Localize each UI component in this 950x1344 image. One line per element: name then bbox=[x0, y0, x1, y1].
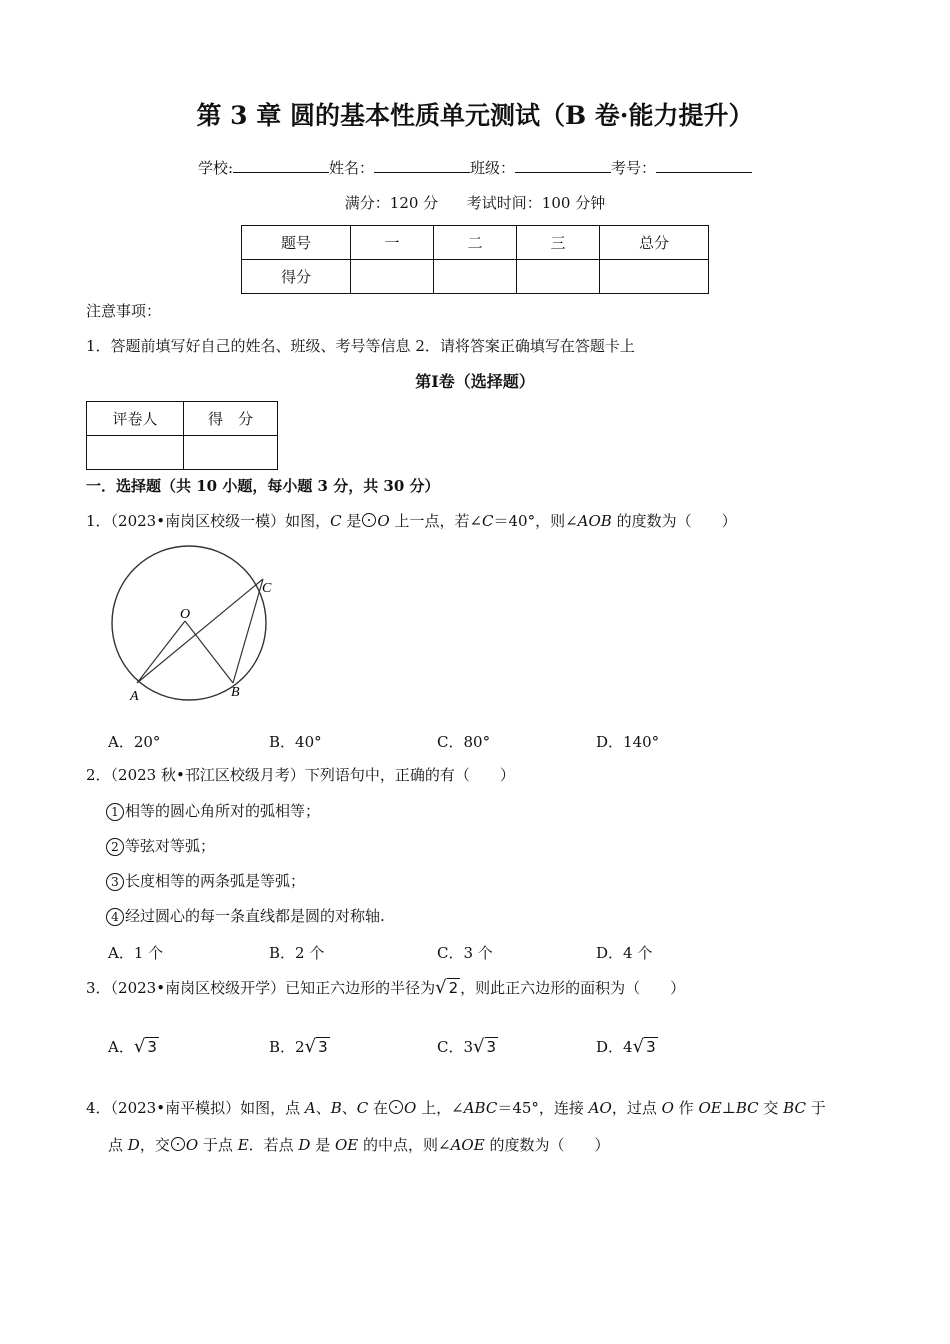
score-cell[interactable] bbox=[517, 260, 600, 294]
exam-meta bbox=[0, 192, 950, 213]
q2-statement-2 bbox=[106, 835, 215, 856]
question-text: 是 bbox=[341, 512, 362, 530]
question-text: 上一点，若∠ bbox=[389, 512, 483, 530]
var-a: A bbox=[304, 1099, 316, 1117]
radicand: 3 bbox=[486, 1038, 497, 1056]
q3-option-c[interactable] bbox=[437, 1036, 498, 1057]
var-oe: OE bbox=[335, 1136, 359, 1154]
circled-number: 1 bbox=[106, 803, 124, 821]
q1-option-c[interactable]: C．80° bbox=[437, 733, 491, 751]
notes-item: 1．答题前填写好自己的姓名、班级、考号等信息 2．请将答案正确填写在答题卡上 bbox=[86, 337, 635, 355]
score-header-cell: 二 bbox=[434, 226, 517, 260]
question-text: ＝45°，连接 bbox=[497, 1099, 589, 1117]
q2-option-c[interactable]: C．3 个 bbox=[437, 944, 493, 962]
page-title: 第 3 章 圆的基本性质单元测试（B 卷·能力提升） bbox=[196, 101, 754, 130]
grader-header-cell: 评卷人 bbox=[87, 402, 184, 436]
radicand: 3 bbox=[147, 1038, 157, 1056]
circled-number: 2 bbox=[106, 838, 124, 856]
question-source: （2023•南岗区校级一模） bbox=[110, 512, 286, 530]
question-number: 2． bbox=[86, 766, 111, 784]
option-label: D． bbox=[596, 1038, 624, 1056]
question-text: 作 bbox=[673, 1099, 699, 1117]
name-label: 姓名： bbox=[329, 159, 375, 177]
radicand: 2 bbox=[448, 979, 459, 997]
question-text: 交 bbox=[758, 1099, 784, 1117]
segment-bc bbox=[233, 579, 263, 683]
grader-header-cell: 得 分 bbox=[184, 402, 278, 436]
q3-option-d[interactable] bbox=[596, 1036, 658, 1057]
circled-number: 3 bbox=[106, 873, 124, 891]
sqrt-symbol-icon: √ bbox=[632, 1036, 645, 1057]
label-o: O bbox=[180, 607, 191, 622]
sqrt-expression bbox=[633, 1036, 658, 1057]
question-text: ，过点 bbox=[611, 1099, 662, 1117]
section-heading: 第Ⅰ卷（选择题） bbox=[415, 372, 535, 391]
sqrt-symbol-icon: √ bbox=[133, 1036, 146, 1057]
score-cell[interactable] bbox=[600, 260, 709, 294]
sqrt-symbol-icon: √ bbox=[435, 977, 447, 998]
sqrt-symbol-icon: √ bbox=[473, 1036, 485, 1057]
question-text: 已知正六边形的半径为 bbox=[285, 979, 436, 997]
notes-title: 注意事项： bbox=[86, 302, 162, 320]
question-text: ，则此正六边形的面积为（ ） bbox=[460, 979, 686, 997]
question-text: 的中点，则∠ bbox=[358, 1136, 451, 1154]
question-1 bbox=[86, 510, 737, 531]
segment-ao bbox=[137, 621, 185, 683]
exam-number-label: 考号： bbox=[611, 159, 657, 177]
score-table-header-row bbox=[242, 226, 709, 260]
radicand: 3 bbox=[318, 1038, 328, 1056]
question-text: 于点 bbox=[198, 1136, 238, 1154]
coefficient: 4 bbox=[623, 1038, 633, 1056]
question-text: 如图，点 bbox=[240, 1099, 305, 1117]
score-cell[interactable] bbox=[351, 260, 434, 294]
var-ao: AO bbox=[588, 1099, 612, 1117]
question-number: 3． bbox=[86, 979, 111, 997]
question-source: （2023•南岗区校级开学） bbox=[110, 979, 286, 997]
name-blank[interactable] bbox=[374, 158, 470, 173]
label-c: C bbox=[262, 581, 272, 596]
question-source: （2023•南平模拟） bbox=[110, 1099, 241, 1117]
var-aoe: AOE bbox=[450, 1136, 485, 1154]
sqrt-expression bbox=[134, 1036, 159, 1057]
question-text: 在 bbox=[368, 1099, 389, 1117]
var-bc: BC bbox=[735, 1099, 759, 1117]
var-oe: OE bbox=[698, 1099, 722, 1117]
circle-symbol-icon bbox=[171, 1137, 185, 1151]
var-o: O bbox=[404, 1099, 417, 1117]
score-table bbox=[241, 225, 709, 294]
question-text: 的度数为（ ） bbox=[611, 512, 737, 530]
full-score: 满分：120 分 bbox=[344, 194, 439, 212]
statement-text: 相等的圆心角所对的弧相等； bbox=[125, 802, 321, 820]
question-text: 点 bbox=[108, 1136, 128, 1154]
grader-header-row bbox=[87, 402, 278, 436]
exam-number-blank[interactable] bbox=[656, 158, 752, 173]
var-c: C bbox=[482, 512, 494, 530]
var-e: E bbox=[237, 1136, 249, 1154]
var-aob: AOB bbox=[577, 512, 612, 530]
label-b: B bbox=[231, 685, 240, 700]
q3-option-a[interactable] bbox=[108, 1036, 159, 1057]
circled-number: 4 bbox=[106, 908, 124, 926]
q3-option-b[interactable] bbox=[269, 1036, 330, 1057]
circle-symbol-icon bbox=[389, 1100, 403, 1114]
question-text: 上，∠ bbox=[416, 1099, 464, 1117]
label-a: A bbox=[130, 689, 139, 704]
part-heading: 一．选择题（共 10 小题，每小题 3 分，共 30 分） bbox=[86, 477, 440, 495]
sqrt-expression bbox=[435, 977, 460, 998]
option-label: A． bbox=[108, 1038, 134, 1056]
q2-option-d[interactable]: D．4 个 bbox=[596, 944, 653, 962]
var-c: C bbox=[356, 1099, 369, 1117]
var-o: O bbox=[661, 1099, 674, 1117]
question-4 bbox=[86, 1097, 826, 1118]
circle-symbol-icon bbox=[362, 513, 376, 527]
q1-option-b[interactable]: B．40° bbox=[269, 733, 322, 751]
question-text: 的度数为（ ） bbox=[484, 1136, 610, 1154]
exam-time: 考试时间：100 分钟 bbox=[466, 194, 606, 212]
var-c: C bbox=[330, 512, 342, 530]
grader-cell[interactable] bbox=[87, 436, 184, 470]
question-2 bbox=[86, 764, 515, 785]
var-b: B bbox=[330, 1099, 342, 1117]
q2-option-a[interactable]: A．1 个 bbox=[108, 944, 164, 962]
statement-text: 经过圆心的每一条直线都是圆的对称轴. bbox=[125, 907, 385, 925]
grader-cell[interactable] bbox=[184, 436, 278, 470]
question-text: ＝40°，则∠ bbox=[493, 512, 578, 530]
grader-value-row bbox=[87, 436, 278, 470]
class-label: 班级： bbox=[470, 159, 516, 177]
var-d: D bbox=[127, 1136, 140, 1154]
coefficient: 3 bbox=[463, 1038, 474, 1056]
statement-text: 长度相等的两条弧是等弧； bbox=[125, 872, 306, 890]
question-3 bbox=[86, 977, 685, 998]
sqrt-expression bbox=[305, 1036, 330, 1057]
question-text: ．若点 bbox=[248, 1136, 299, 1154]
class-blank[interactable] bbox=[515, 158, 611, 173]
var-abc: ABC bbox=[463, 1099, 498, 1117]
q2-statement-1 bbox=[106, 800, 320, 821]
radicand: 3 bbox=[646, 1038, 656, 1056]
score-row-label: 得分 bbox=[242, 260, 351, 294]
segment-ac bbox=[137, 579, 263, 683]
coefficient: 2 bbox=[295, 1038, 305, 1056]
q1-option-d[interactable]: D．140° bbox=[596, 733, 660, 751]
question-text: ，交 bbox=[139, 1136, 170, 1154]
question-number: 1． bbox=[86, 512, 111, 530]
score-header-cell: 题号 bbox=[242, 226, 351, 260]
score-table-value-row bbox=[242, 260, 709, 294]
question-text: 下列语句中，正确的有（ ） bbox=[304, 766, 515, 784]
sqrt-symbol-icon: √ bbox=[304, 1036, 317, 1057]
perp-symbol: ⊥ bbox=[721, 1099, 736, 1117]
var-bc: BC bbox=[783, 1099, 806, 1117]
var-o: O bbox=[185, 1136, 199, 1154]
q1-figure bbox=[100, 540, 290, 710]
student-info-line bbox=[0, 157, 950, 178]
question-text: 于 bbox=[805, 1099, 826, 1117]
segment-ob bbox=[185, 621, 233, 683]
score-header-cell: 一 bbox=[351, 226, 434, 260]
q2-statement-4 bbox=[106, 905, 385, 926]
separator: 、 bbox=[341, 1099, 357, 1117]
separator: 、 bbox=[315, 1099, 331, 1117]
option-label: C． bbox=[437, 1038, 464, 1056]
score-header-cell: 总分 bbox=[600, 226, 709, 260]
question-number: 4． bbox=[86, 1099, 111, 1117]
statement-text: 等弦对等弧； bbox=[125, 837, 216, 855]
q2-option-b[interactable]: B．2 个 bbox=[269, 944, 325, 962]
q1-option-a[interactable]: A．20° bbox=[108, 733, 161, 751]
score-cell[interactable] bbox=[434, 260, 517, 294]
sqrt-expression bbox=[473, 1036, 498, 1057]
q2-statement-3 bbox=[106, 870, 305, 891]
question-4-line-2 bbox=[108, 1134, 609, 1155]
var-o: O bbox=[377, 512, 390, 530]
question-text: 如图， bbox=[285, 512, 331, 530]
option-label: B． bbox=[269, 1038, 296, 1056]
q1-circle bbox=[112, 546, 266, 700]
question-text: 是 bbox=[310, 1136, 335, 1154]
school-label: 学校: bbox=[197, 159, 233, 177]
var-d: D bbox=[298, 1136, 311, 1154]
grader-table bbox=[86, 401, 278, 470]
school-blank[interactable] bbox=[233, 158, 329, 173]
question-source: （2023 秋•邗江区校级月考） bbox=[110, 766, 305, 784]
score-header-cell: 三 bbox=[517, 226, 600, 260]
